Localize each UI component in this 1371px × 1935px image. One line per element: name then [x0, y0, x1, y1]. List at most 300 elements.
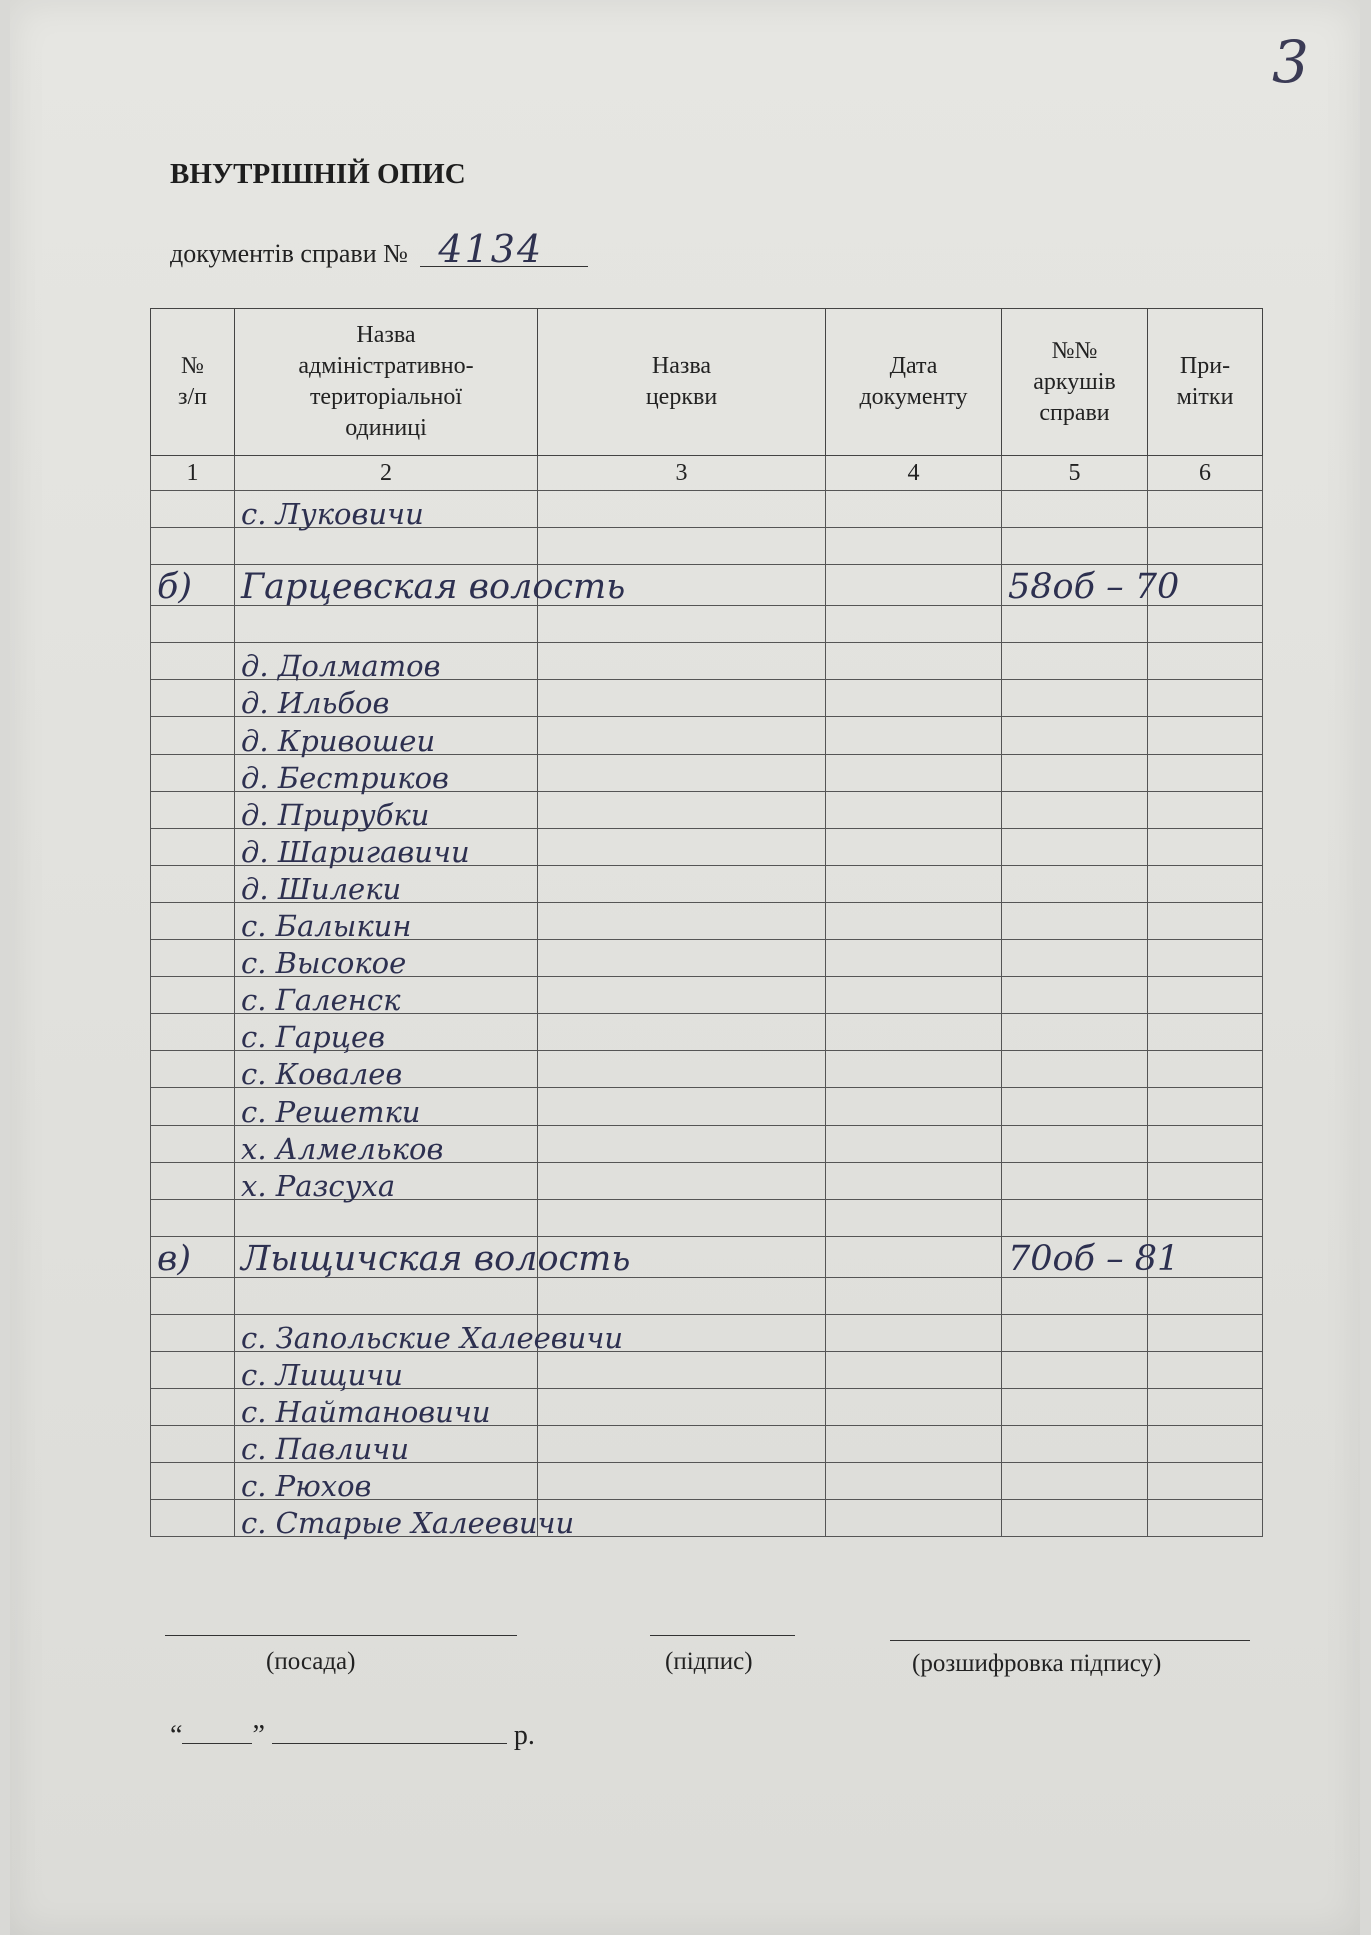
- handwritten-entry: [1002, 1132, 1008, 1166]
- cell-admin-unit: [235, 940, 538, 981]
- handwritten-entry: [151, 1057, 157, 1091]
- handwritten-entry: [151, 612, 157, 646]
- handwritten-entry: 70об – 81: [1008, 1238, 1180, 1279]
- cell-admin-unit: [235, 1199, 538, 1236]
- cell-notes: [1148, 1014, 1263, 1051]
- cell-admin-unit: [235, 1051, 538, 1092]
- handwritten-entry: [151, 835, 157, 869]
- cell-admin-unit: [235, 1236, 631, 1279]
- decoding-line: [890, 1640, 1250, 1641]
- cell-number: [151, 528, 235, 565]
- handwritten-entry: х. Алмельков: [241, 1131, 444, 1166]
- cell-date: [826, 643, 1002, 680]
- handwritten-entry: с. Найтановичи: [241, 1395, 491, 1430]
- cell-date: [826, 754, 1002, 791]
- cell-date: [826, 717, 1002, 754]
- inventory-table: [150, 308, 1263, 1541]
- cell-number: [151, 791, 235, 828]
- cell-number: [151, 643, 235, 680]
- cell-admin-unit: [235, 1014, 538, 1055]
- cell-church: [538, 1088, 826, 1125]
- cell-date: [826, 865, 1002, 902]
- handwritten-entry: [151, 946, 157, 980]
- header-admin-unit: Назва адміністративно- територіальної одиниці: [235, 309, 538, 456]
- cell-admin-unit: [235, 1314, 624, 1355]
- cell-number: [151, 1088, 235, 1125]
- handwritten-entry: д. Ильбов: [241, 686, 390, 721]
- cell-date: [826, 977, 1002, 1014]
- handwritten-entry: [235, 612, 241, 646]
- cell-church: [538, 717, 826, 754]
- cell-number: [151, 1051, 235, 1088]
- header-sheet-numbers: №№ аркушів справи: [1002, 309, 1148, 456]
- cell-sheets: [1002, 1426, 1148, 1463]
- position-line: [165, 1635, 517, 1636]
- table-row: [151, 717, 1263, 754]
- cell-number: [151, 865, 235, 902]
- cell-notes: [1148, 1277, 1263, 1314]
- cell-church: [538, 902, 826, 939]
- handwritten-entry: [1002, 1469, 1008, 1503]
- cell-admin-unit: [235, 828, 538, 869]
- decoding-caption: (розшифровка підпису): [912, 1650, 1162, 1677]
- handwritten-entry: [1002, 1206, 1008, 1240]
- cell-date: [826, 528, 1002, 565]
- cell-admin-unit: [235, 1125, 538, 1166]
- handwritten-entry: [1002, 835, 1008, 869]
- cell-church: [538, 1277, 826, 1314]
- handwritten-entry: 58об – 70: [1008, 567, 1180, 608]
- cell-notes: [1148, 1500, 1263, 1537]
- header-notes: При- мітки: [1148, 309, 1263, 456]
- cell-admin-unit: [235, 791, 538, 832]
- handwritten-entry: [151, 1206, 157, 1240]
- handwritten-entry: [151, 1469, 157, 1503]
- cell-date: [826, 1088, 1002, 1125]
- cell-date: [826, 1162, 1002, 1199]
- table-row: [151, 1463, 1263, 1500]
- cell-number: [151, 1500, 235, 1537]
- handwritten-entry: Гарцевская волость: [241, 567, 626, 608]
- handwritten-entry: с. Ковалев: [241, 1057, 403, 1092]
- cell-date: [826, 791, 1002, 828]
- header-number-symbol: №: [181, 353, 204, 379]
- cell-sheets: [1002, 643, 1148, 680]
- handwritten-entry: [1002, 1095, 1008, 1129]
- table-row: [151, 1125, 1263, 1162]
- cell-sheets: [1002, 1314, 1148, 1351]
- cell-sheets: [1002, 1014, 1148, 1051]
- table-row: [151, 828, 1263, 865]
- table-row: [151, 1351, 1263, 1388]
- handwritten-entry: [1002, 909, 1008, 943]
- cell-admin-unit: [235, 754, 538, 795]
- cell-church: [538, 865, 826, 902]
- handwritten-entry: [1002, 1284, 1008, 1318]
- cell-admin-unit: [235, 865, 538, 906]
- cell-date: [826, 1500, 1002, 1537]
- column-number: 4: [826, 456, 1002, 491]
- handwritten-entry: д. Шилеки: [241, 871, 402, 906]
- handwritten-entry: [1002, 534, 1008, 568]
- cell-notes: [1148, 791, 1263, 828]
- handwritten-entry: [151, 983, 157, 1017]
- table-row: [151, 1088, 1263, 1125]
- table-row: [151, 791, 1263, 828]
- cell-date: [826, 1236, 1002, 1277]
- cell-admin-unit: [235, 977, 538, 1018]
- handwritten-entry: [151, 872, 157, 906]
- cell-number: [151, 1314, 235, 1351]
- handwritten-entry: [1002, 946, 1008, 980]
- cell-date: [826, 940, 1002, 977]
- cell-church: [538, 754, 826, 791]
- cell-notes: [1148, 977, 1263, 1014]
- cell-number: [151, 1125, 235, 1162]
- cell-date: [826, 606, 1002, 643]
- cell-date: [826, 828, 1002, 865]
- cell-church: [538, 828, 826, 865]
- table-row: [151, 940, 1263, 977]
- handwritten-entry: [151, 1284, 157, 1318]
- cell-notes: [1148, 1125, 1263, 1162]
- cell-number: [151, 828, 235, 865]
- table-row: [151, 1389, 1263, 1426]
- cell-church: [538, 791, 826, 828]
- column-number: 6: [1148, 456, 1263, 491]
- date-suffix: р.: [513, 1720, 535, 1751]
- cell-admin-unit: [235, 606, 538, 643]
- cell-date: [826, 1051, 1002, 1088]
- cell-date: [826, 1351, 1002, 1388]
- cell-church: [538, 1426, 826, 1463]
- handwritten-entry: [1002, 724, 1008, 758]
- cell-admin-unit: [235, 1088, 538, 1129]
- column-number: 5: [1002, 456, 1148, 491]
- handwritten-entry: [151, 1358, 157, 1392]
- cell-number: [151, 1199, 235, 1236]
- cell-number: [151, 565, 235, 606]
- cell-sheets: [1002, 1277, 1148, 1314]
- handwritten-entry: [151, 724, 157, 758]
- handwritten-entry: [1002, 761, 1008, 795]
- handwritten-entry: с. Высокое: [241, 946, 407, 981]
- cell-notes: [1148, 1426, 1263, 1463]
- cell-notes: [1148, 680, 1263, 717]
- handwritten-entry: [151, 1321, 157, 1355]
- cell-sheets: [1002, 865, 1148, 902]
- cell-notes: [1148, 828, 1263, 865]
- handwritten-entry: с. Лищичи: [241, 1358, 403, 1393]
- cell-admin-unit: [235, 902, 538, 944]
- handwritten-entry: [1002, 612, 1008, 646]
- cell-number: [151, 1426, 235, 1463]
- handwritten-entry: [151, 534, 157, 568]
- cell-sheets: [1002, 1051, 1148, 1088]
- document-page: [10, 0, 1360, 1935]
- header-document-date: Дата документу: [826, 309, 1002, 456]
- handwritten-entry: [1002, 497, 1008, 531]
- cell-date: [826, 491, 1002, 528]
- handwritten-entry: Лыщичская волость: [241, 1238, 631, 1279]
- case-line: [170, 227, 588, 271]
- cell-sheets: [1002, 1500, 1148, 1537]
- handwritten-entry: с. Запольские Халеевичи: [241, 1320, 624, 1355]
- handwritten-entry: [151, 1395, 157, 1429]
- cell-number: [151, 977, 235, 1014]
- handwritten-entry: [151, 909, 157, 943]
- cell-date: [826, 902, 1002, 939]
- cell-notes: [1148, 717, 1263, 754]
- handwritten-entry: [151, 1169, 157, 1203]
- cell-church: [538, 1500, 826, 1537]
- handwritten-entry: [151, 1132, 157, 1166]
- handwritten-entry: [235, 534, 241, 568]
- handwritten-entry: д. Бестриков: [241, 760, 449, 795]
- cell-notes: [1148, 902, 1263, 939]
- cell-sheets: [1002, 1162, 1148, 1199]
- handwritten-entry: с. Павличи: [241, 1432, 409, 1467]
- cell-admin-unit: [235, 1500, 575, 1541]
- column-number: 2: [235, 456, 538, 491]
- table-row: [151, 1162, 1263, 1199]
- date-day-blank: [182, 1721, 252, 1744]
- cell-number: [151, 491, 235, 528]
- handwritten-entry: [151, 686, 157, 720]
- cell-number: [151, 1389, 235, 1426]
- table-row: [151, 1236, 1263, 1277]
- cell-church: [538, 1199, 826, 1236]
- handwritten-entry: [1002, 1020, 1008, 1054]
- handwritten-entry: [151, 1020, 157, 1054]
- cell-sheets: [1002, 717, 1148, 754]
- cell-sheets: [1002, 680, 1148, 717]
- table-row: [151, 1199, 1263, 1236]
- handwritten-entry: [151, 761, 157, 795]
- cell-notes: [1148, 1051, 1263, 1088]
- cell-notes: [1148, 1463, 1263, 1500]
- position-caption: (посада): [266, 1648, 356, 1675]
- handwritten-entry: [1002, 1358, 1008, 1392]
- table-row: [151, 865, 1263, 902]
- cell-notes: [1148, 1389, 1263, 1426]
- cell-notes: [1148, 1314, 1263, 1351]
- table-row: [151, 1014, 1263, 1051]
- cell-sheets: [1002, 528, 1148, 565]
- cell-number: [151, 717, 235, 754]
- handwritten-entry: [151, 798, 157, 832]
- cell-notes: [1148, 606, 1263, 643]
- handwritten-entry: [151, 649, 157, 683]
- table-row: [151, 1314, 1263, 1351]
- cell-church: [538, 680, 826, 717]
- handwritten-entry: д. Прирубки: [241, 797, 430, 832]
- cell-sheets: [1002, 1389, 1148, 1426]
- cell-notes: [1148, 491, 1263, 528]
- cell-notes: [1148, 865, 1263, 902]
- cell-sheets: [1002, 1463, 1148, 1500]
- cell-church: [538, 1051, 826, 1088]
- column-number-row: [151, 456, 1263, 491]
- cell-sheets: [1002, 977, 1148, 1014]
- cell-admin-unit: [235, 491, 538, 532]
- cell-sheets: [1002, 1125, 1148, 1162]
- cell-sheets: [1002, 902, 1148, 939]
- cell-church: [538, 1014, 826, 1051]
- document-title: ВНУТРІШНІЙ ОПИС: [170, 158, 466, 190]
- cell-date: [826, 1125, 1002, 1162]
- cell-admin-unit: [235, 1389, 538, 1430]
- cell-notes: [1148, 528, 1263, 565]
- handwritten-entry: х. Разсуха: [241, 1168, 396, 1203]
- table-row: [151, 754, 1263, 791]
- table-row: [151, 977, 1263, 1014]
- table-row: [151, 491, 1263, 528]
- table-row: [151, 1426, 1263, 1463]
- handwritten-entry: [1002, 872, 1008, 906]
- cell-date: [826, 1277, 1002, 1314]
- handwritten-entry: [1002, 649, 1008, 683]
- table-row: [151, 606, 1263, 643]
- cell-admin-unit: [235, 1426, 538, 1467]
- cell-church: [538, 1125, 826, 1162]
- handwritten-entry: [151, 497, 157, 531]
- handwritten-entry: [1002, 798, 1008, 832]
- table-row: [151, 1500, 1263, 1537]
- cell-sheets: [1002, 754, 1148, 791]
- cell-church: [538, 491, 826, 528]
- handwritten-entry: б): [157, 567, 193, 608]
- cell-number: [151, 1463, 235, 1500]
- cell-admin-unit: [235, 565, 626, 608]
- cell-date: [826, 680, 1002, 717]
- table-row: [151, 1051, 1263, 1088]
- header-church-name: Назва церкви: [538, 309, 826, 456]
- table-row: [151, 1277, 1263, 1314]
- cell-number: [151, 606, 235, 643]
- cell-notes: [1148, 1088, 1263, 1125]
- cell-date: [826, 1014, 1002, 1051]
- handwritten-entry: [151, 1095, 157, 1129]
- page-number: 3: [1272, 28, 1309, 96]
- cell-sheets: [1002, 940, 1148, 977]
- handwritten-entry: с. Галенск: [241, 983, 401, 1018]
- cell-number: [151, 1162, 235, 1199]
- cell-number: [151, 1014, 235, 1051]
- table-row: [151, 643, 1263, 680]
- date-line: [170, 1720, 535, 1752]
- cell-notes: [1148, 643, 1263, 680]
- cell-date: [826, 1426, 1002, 1463]
- handwritten-entry: [1002, 1057, 1008, 1091]
- cell-notes: [1148, 1162, 1263, 1199]
- case-number: 4134: [420, 232, 588, 267]
- table-header-row: [151, 309, 1263, 456]
- signature-caption: (підпис): [665, 1648, 753, 1675]
- header-number-abbr: з/п: [178, 384, 207, 410]
- cell-number: [151, 680, 235, 717]
- handwritten-entry: с. Старые Халеевичи: [241, 1506, 575, 1541]
- cell-church: [538, 606, 826, 643]
- cell-church: [538, 1389, 826, 1426]
- cell-admin-unit: [235, 717, 538, 758]
- handwritten-entry: [1002, 1506, 1008, 1540]
- handwritten-entry: [151, 1506, 157, 1540]
- cell-notes: [1148, 940, 1263, 977]
- cell-number: [151, 1277, 235, 1314]
- cell-church: [538, 977, 826, 1014]
- cell-church: [538, 643, 826, 680]
- cell-sheets: [1002, 791, 1148, 828]
- cell-date: [826, 1463, 1002, 1500]
- cell-church: [538, 1162, 826, 1199]
- handwritten-entry: [1002, 1395, 1008, 1429]
- date-open-quote: “: [170, 1720, 183, 1751]
- handwritten-entry: д. Долматов: [241, 649, 441, 684]
- column-number: 1: [151, 456, 235, 491]
- cell-date: [826, 1389, 1002, 1426]
- handwritten-entry: д. Шаригавичи: [241, 834, 470, 869]
- cell-sheets: [1002, 606, 1148, 643]
- cell-notes: [1148, 1199, 1263, 1236]
- cell-number: [151, 1351, 235, 1388]
- handwritten-entry: д. Кривошеи: [241, 723, 436, 758]
- handwritten-entry: [1002, 686, 1008, 720]
- cell-sheets: [1002, 565, 1180, 608]
- handwritten-entry: [1002, 1169, 1008, 1203]
- handwritten-entry: с. Балыкин: [241, 909, 412, 944]
- date-close-quote: ”: [252, 1720, 265, 1751]
- handwritten-entry: с. Рюхов: [241, 1469, 372, 1504]
- handwritten-entry: [1002, 1432, 1008, 1466]
- cell-notes: [1148, 754, 1263, 791]
- cell-admin-unit: [235, 680, 538, 721]
- cell-sheets: [1002, 1351, 1148, 1388]
- cell-admin-unit: [235, 1277, 538, 1314]
- cell-date: [826, 1314, 1002, 1351]
- handwritten-entry: с. Гарцев: [241, 1020, 386, 1055]
- cell-admin-unit: [235, 1351, 538, 1393]
- cell-sheets: [1002, 1088, 1148, 1125]
- handwritten-entry: [151, 1432, 157, 1466]
- cell-admin-unit: [235, 528, 538, 565]
- cell-admin-unit: [235, 1463, 538, 1504]
- case-label: документів справи №: [170, 239, 408, 268]
- cell-number: [151, 902, 235, 939]
- cell-notes: [1148, 1351, 1263, 1388]
- handwritten-entry: с. Луковичи: [241, 497, 424, 532]
- handwritten-entry: [1002, 1321, 1008, 1355]
- handwritten-entry: [1002, 983, 1008, 1017]
- cell-number: [151, 1236, 235, 1277]
- handwritten-entry: [235, 1284, 241, 1318]
- cell-sheets: [1002, 491, 1148, 528]
- cell-number: [151, 754, 235, 791]
- table-row: [151, 902, 1263, 939]
- cell-church: [538, 528, 826, 565]
- table-row: [151, 680, 1263, 717]
- signature-line: [650, 1635, 795, 1636]
- handwritten-entry: [235, 1206, 241, 1240]
- cell-date: [826, 565, 1002, 606]
- handwritten-entry: с. Решетки: [241, 1094, 421, 1129]
- cell-church: [538, 1463, 826, 1500]
- handwritten-entry: в): [157, 1238, 192, 1279]
- table-row: [151, 528, 1263, 565]
- header-number: [151, 309, 235, 456]
- cell-number: [151, 940, 235, 977]
- date-month-year-blank: [272, 1721, 507, 1744]
